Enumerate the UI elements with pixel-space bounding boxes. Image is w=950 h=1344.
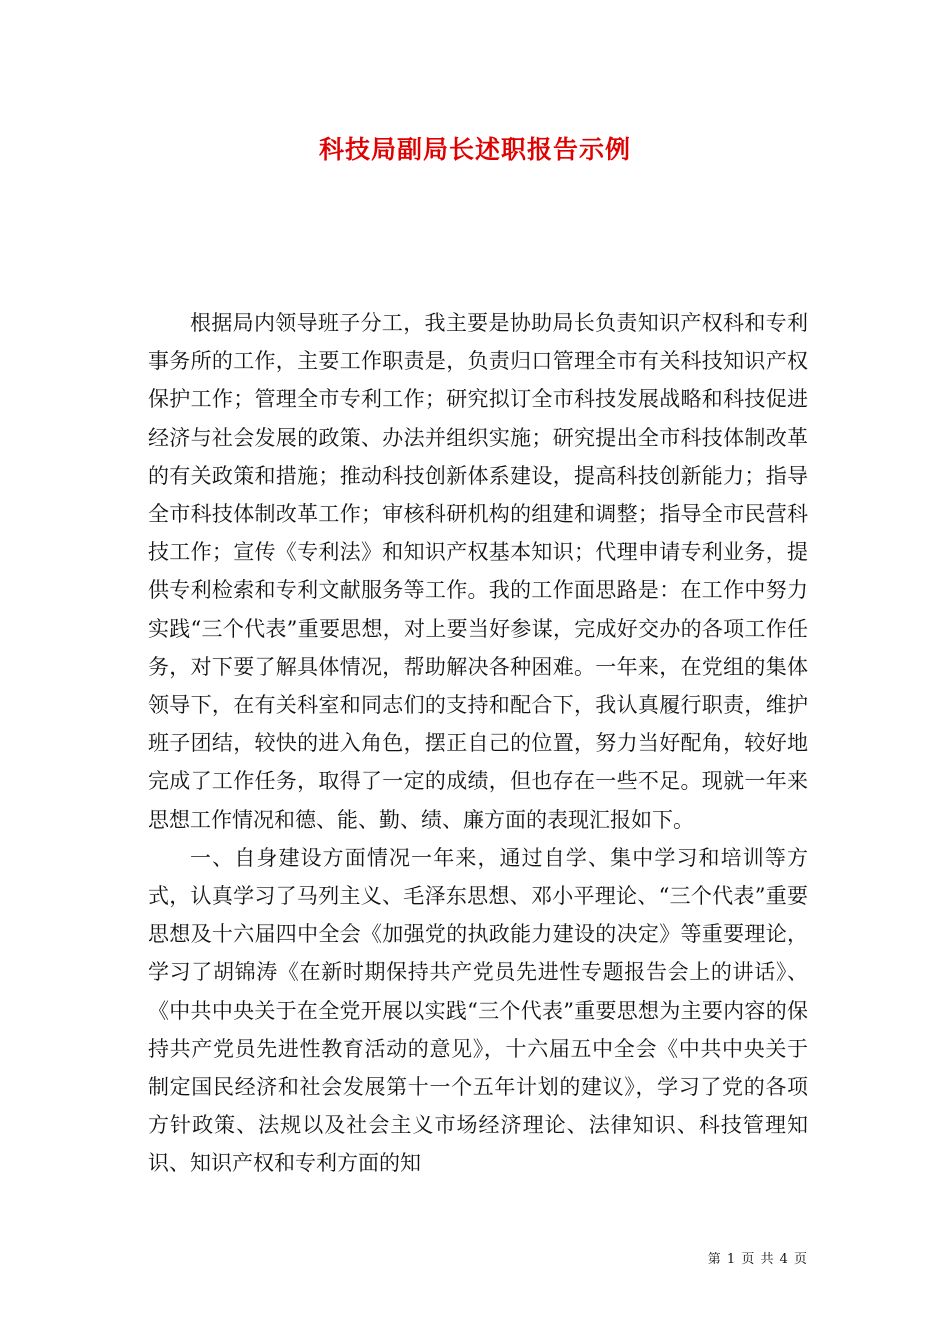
page-title: 科技局副局长述职报告示例 xyxy=(318,135,631,164)
body-paragraph-1: 根据局内领导班子分工，我主要是协助局长负责知识产权科和专利事务所的工作，主要工作职责是，负责归口管理全市有关科技知识产权保护工作；管理全市专利工作；研究拟订全市科技发展战略和科技促进经济与社会发展的政策、办法并组织实施；研究提出全市科技体制改革的有关政策和措施；推动科技创新体系建设，提高科技创新能力；指导全市科技体制改革工作；审核科研机构的组建和调整；指导全市民营科技工作；宣传《专利法》和知识产权基本知识；代理申请专利业务，提供专利检索和专利文献服务等工作。我的工作面思路是：在工作中努力实践“三个代表”重要思想，对上要当好参谋，完成好交办的各项工作任务，对下要了解具体情况，帮助解决各种困难。一年来，在党组的集体领导下，在有关科室和同志们的支持和配合下，我认真履行职责，维护班子团结，较快的进入角色，摆正自己的位置，努力当好配角，较好地完成了工作任务，取得了一定的成绩，但也存在一些不足。现就一年来思想工作情况和德、能、勤、绩、廉方面的表现汇报如下。 xyxy=(148,311,808,832)
body-paragraph-2: 一、自身建设方面情况一年来，通过自学、集中学习和培训等方式，认真学习了马列主义、毛泽东思想、邓小平理论、“三个代表”重要思想及十六届四中全会《加强党的执政能力建设的决定》等重要理论，学习了胡锦涛《在新时期保持共产党员先进性专题报告会上的讲话》、《中共中央关于在全党开展以实践“三个代表”重要思想为主要内容的保持共产党员先进性教育活动的意见》，十六届五中全会《中共中央关于制定国民经济和社会发展第十一个五年计划的建议》，学习了党的各项方针政策、法规以及社会主义市场经济理论、法律知识、科技管理知识、知识产权和专利方面的知 xyxy=(148,845,808,1176)
document-body xyxy=(148,304,808,1183)
page-number-footer: 第 1 页 共 4 页 xyxy=(707,1252,808,1267)
